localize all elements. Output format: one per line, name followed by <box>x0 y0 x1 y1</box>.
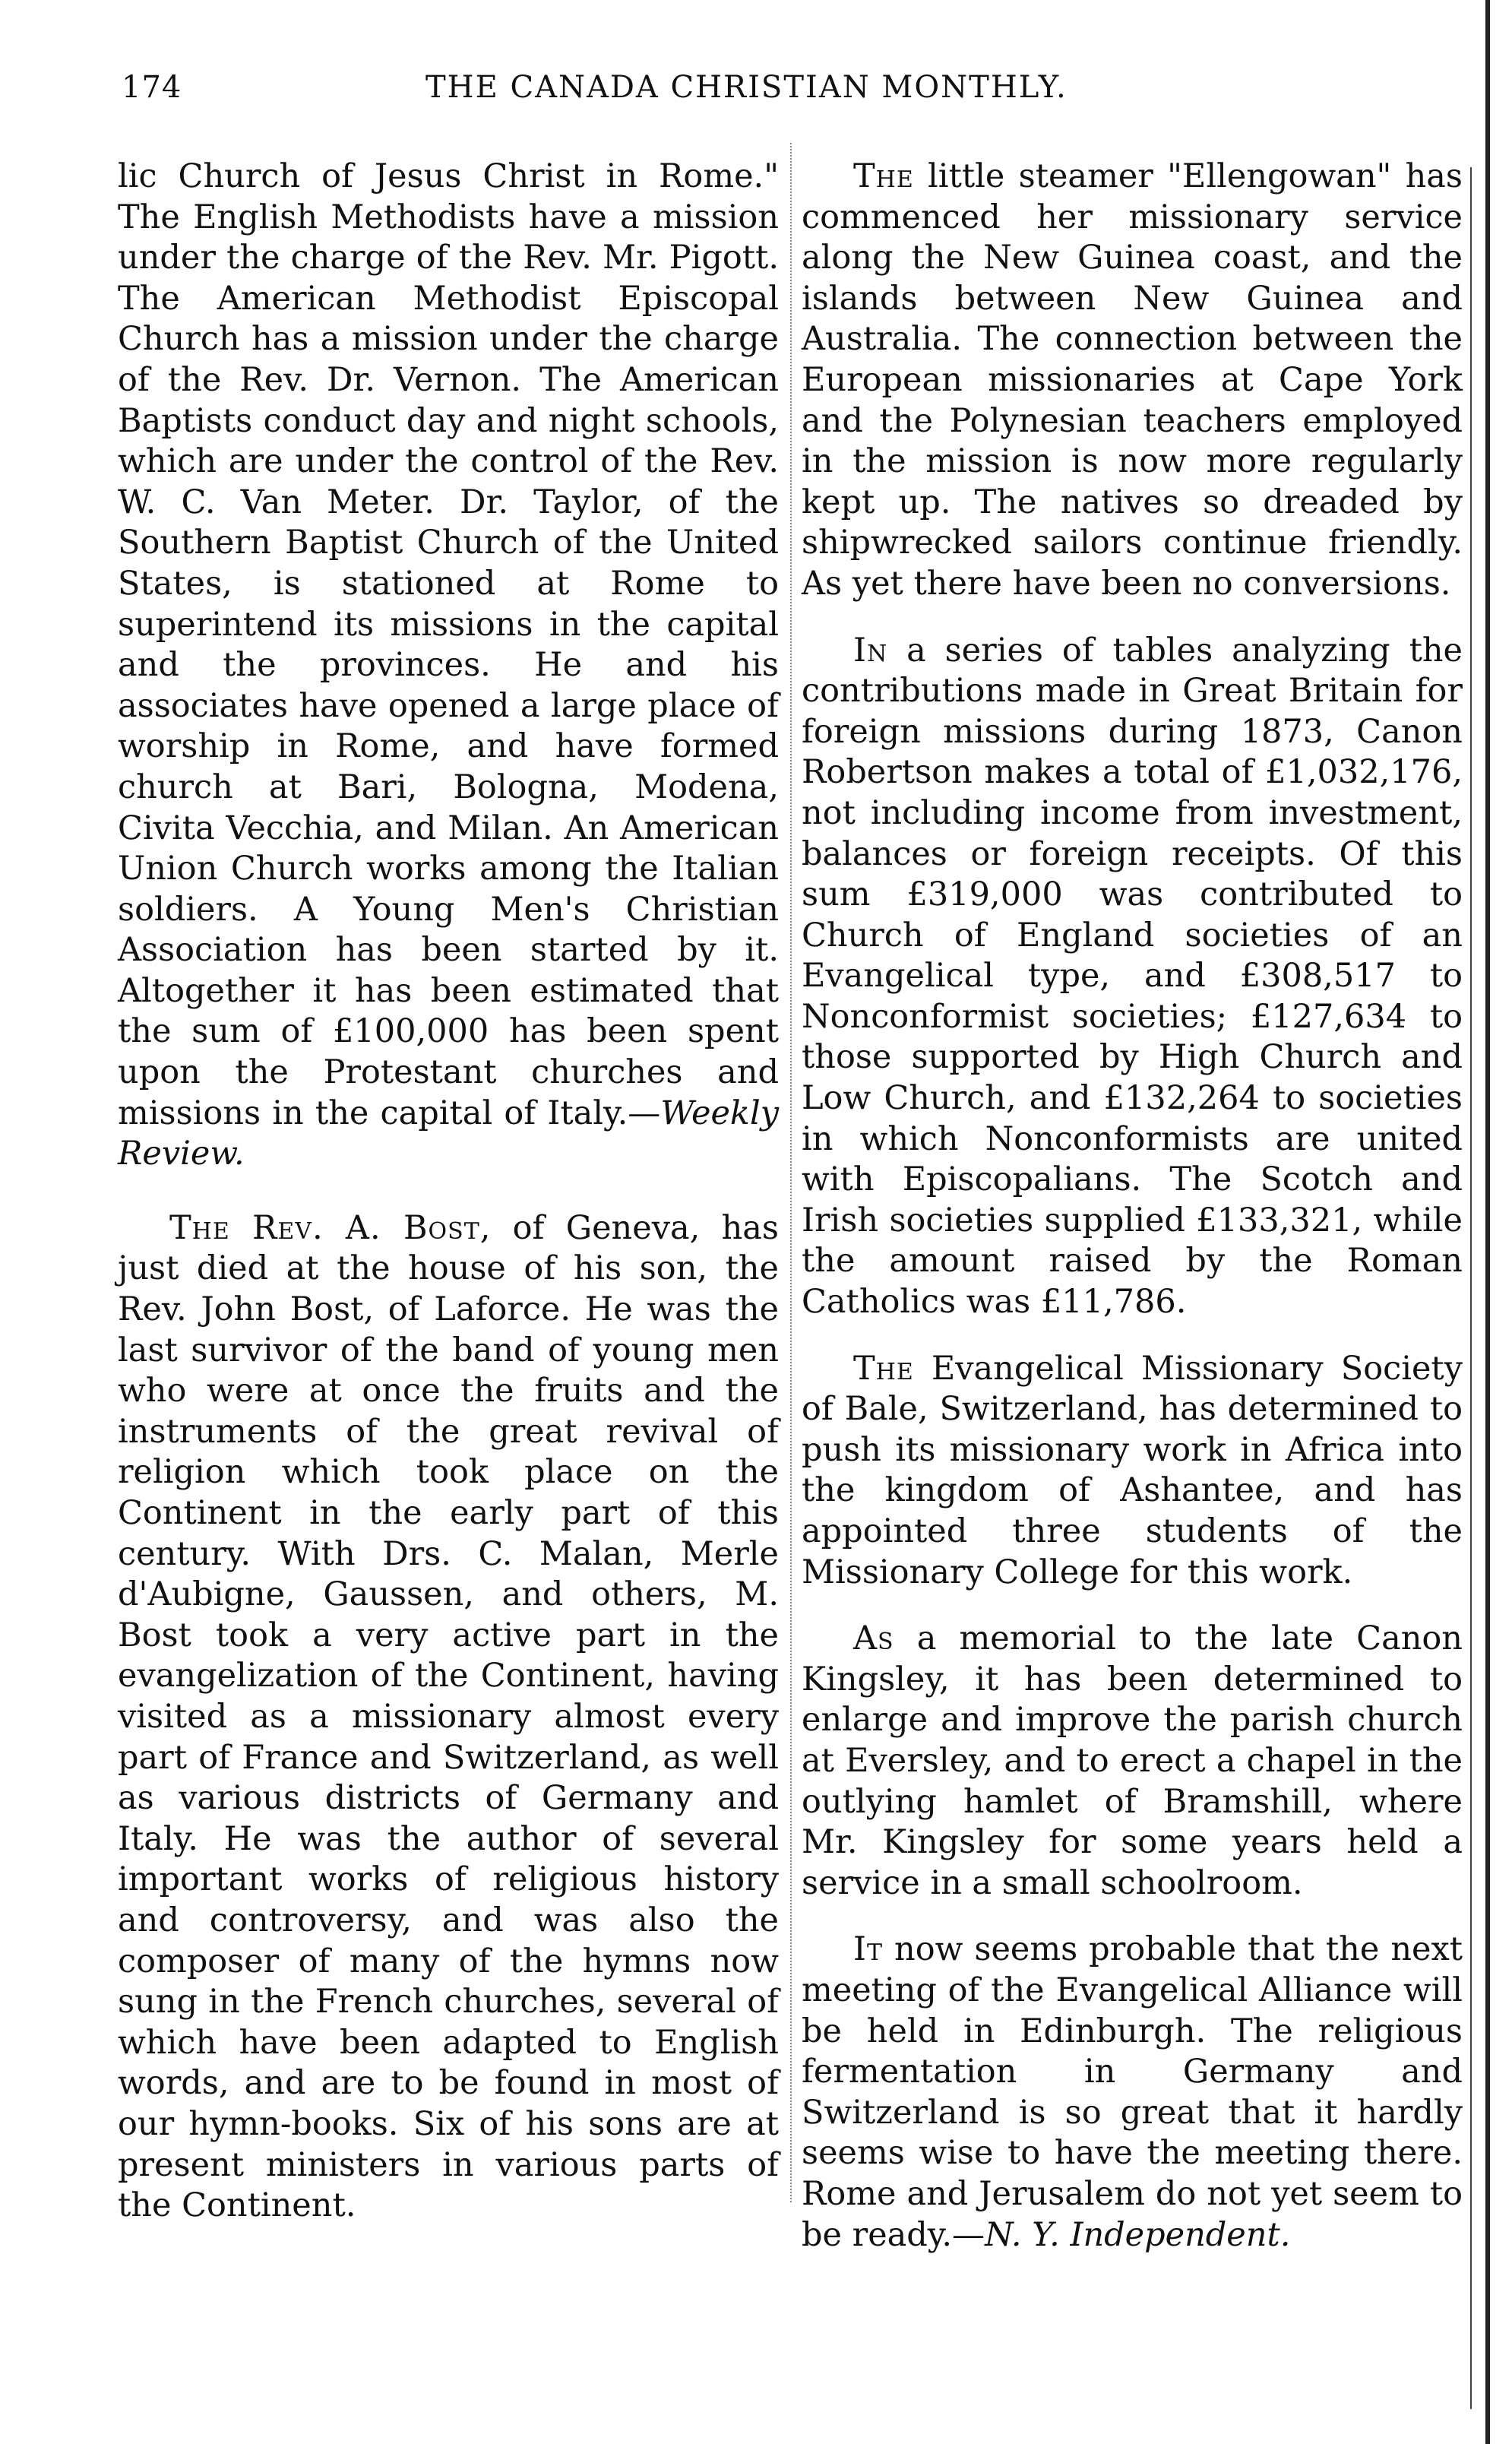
article-body: a memorial to the late Canon Kingsley, it has been determined to enlarge and improve the parish church at Eversley, and to erect a chapel in the outlying hamlet of Bramshill, where Mr. Kingsley for some years held a service in a small schoolroom. <box>802 1619 1463 1902</box>
article-body: Evangelical Missionary Society of Bale, Switzerland, has determined to push its missionary work in Africa into the kingdom of Ashantee, and has appointed three students of the Missionary College for this work. <box>802 1349 1463 1591</box>
article-body: little steamer "Ellengowan" has commenced her missionary service along the New Guinea coast, and the islands between New Guinea and Australia. The connection between the European missionaries at Cape York and the Polynesian teachers employed in the mission is now more regularly kept up. The natives so dreaded by shipwrecked sailors continue friendly. As yet there have been no conversions. <box>802 157 1463 603</box>
column-divider <box>790 143 792 2202</box>
left-column <box>118 157 779 2227</box>
article-lead: The Rev. A. Bost, <box>169 1208 492 1247</box>
article-body: now seems probable that the next meeting of the Evangelical Alliance will be held in Edinburgh. The religious fermentation in Germany and Switzerland is so great that it hardly seems wise to have the meeting there. Rome and Jerusalem do not yet seem to be ready.— <box>802 1930 1463 2254</box>
page-edge <box>1485 0 1490 2444</box>
article-evangelical-alliance <box>802 1930 1463 2256</box>
article-bost-obituary <box>118 1208 779 2227</box>
page-number: 174 <box>122 70 182 105</box>
article-lead: The <box>853 157 914 195</box>
article-lead: It <box>853 1930 883 1969</box>
article-lead: In <box>853 631 888 670</box>
article-body: of Geneva, has just died at the house of his son, the Rev. John Bost, of Laforce. He was the last survivor of the band of young men who were at once the fruits and the instruments of the great revival of religion which took place on the Continent in the early part of this century. With Drs. C. Malan, Merle d'Aubigne, Gaussen, and others, M. Bost took a very active part in the evangelization of the Continent, having visited as a missionary almost every part of France and Switzerland, as well as various districts of Germany and Italy. He was the author of several important works of religious history and controversy, and was also the composer of many of the hymns now sung in the French churches, several of which have been adapted to English words, and are to be found in most of our hymn-books. Six of his sons are at present ministers in various parts of the Continent. <box>118 1208 779 2225</box>
article-body: lic Church of Jesus Christ in Rome." The English Methodists have a mission under the charge of the Rev. Mr. Pigott. The American Methodist Episcopal Church has a mission under the charge of the Rev. Dr. Vernon. The American Baptists conduct day and night schools, which are under the control of the Rev. W. C. Van Meter. Dr. Taylor, of the Southern Baptist Church of the United States, is stationed at Rome to superintend its missions in the capital and the provinces. He and his associates have opened a large place of worship in Rome, and have formed church at Bari, Bologna, Modena, Civita Vecchia, and Milan. An American Union Church works among the Italian soldiers. A Young Men's Christian Association has been started by it. Altogether it has been estimated that the sum of £100,000 has been spent upon the Protestant churches and missions in the capital of Italy.— <box>118 157 779 1132</box>
article-ellengowan <box>802 157 1463 605</box>
article-lead: The <box>853 1349 914 1388</box>
article-source: N. Y. Independent. <box>985 2215 1291 2254</box>
article-bale-society <box>802 1349 1463 1594</box>
binding-edge-line <box>1470 167 1472 2409</box>
page-header <box>122 70 1466 116</box>
article-rome-missions <box>118 157 779 1175</box>
article-lead: As <box>853 1619 894 1658</box>
article-kingsley-memorial <box>802 1619 1463 1904</box>
right-column <box>802 157 1463 2256</box>
article-source: Weekly Review. <box>118 1094 779 1173</box>
article-body: a series of tables analyzing the contributions made in Great Britain for foreign missions during 1873, Canon Robertson makes a total of £1,032,176, not including income from investment, balances or foreign receipts. Of this sum £319,000 was contributed to Church of England societies of an Evangelical type, and £308,517 to Nonconformist societies; £127,634 to those supported by High Church and Low Church, and £132,264 to societies in which Nonconformists are united with Episcopalians. The Scotch and Irish societies supplied £133,321, while the amount raised by the Roman Catholics was £11,786. <box>802 631 1463 1322</box>
running-title: THE CANADA CHRISTIAN MONTHLY. <box>425 70 1068 105</box>
article-contributions <box>802 631 1463 1323</box>
